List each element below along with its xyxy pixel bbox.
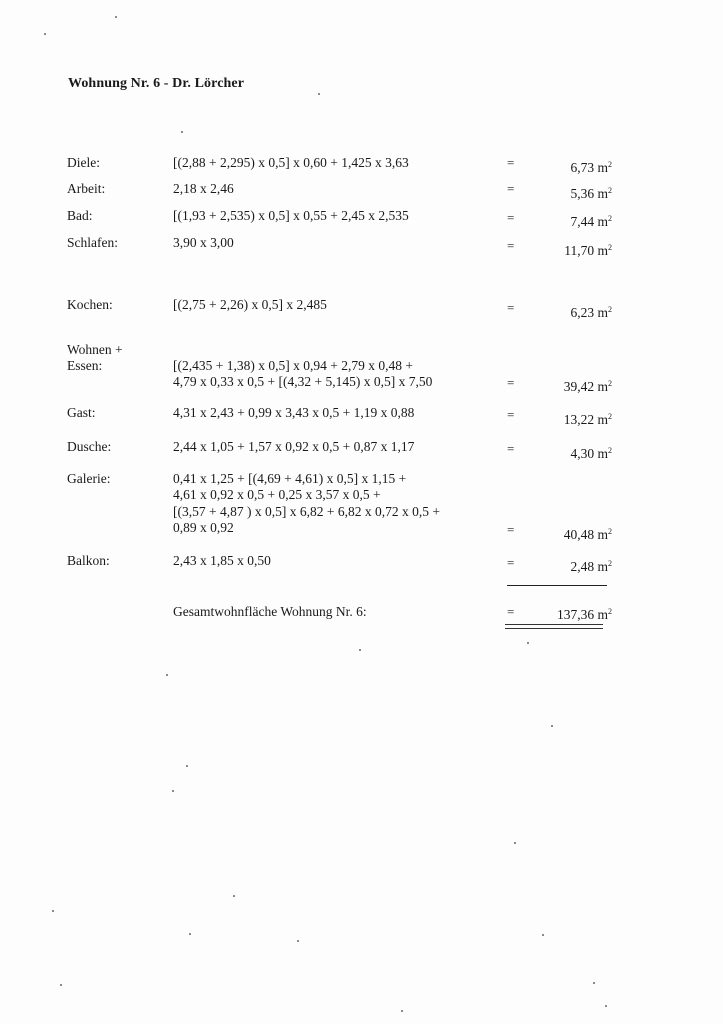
formula-line: 2,44 x 1,05 + 1,57 x 0,92 x 0,5 + 0,87 x 1,17 <box>173 439 415 454</box>
total-unit: m <box>597 607 608 622</box>
page-title: Wohnung Nr. 6 - Dr. Lörcher <box>68 76 245 91</box>
equals-sign: = <box>507 555 515 570</box>
area-unit: m <box>597 305 608 320</box>
formula-line: 2,18 x 2,46 <box>173 181 234 196</box>
scan-speck <box>593 982 595 984</box>
scan-speck <box>44 33 46 35</box>
area-value: 6,23 <box>570 305 595 320</box>
area-value: 4,30 <box>570 446 595 461</box>
area-unit-exponent: 2 <box>608 379 612 388</box>
room-label: Balkon: <box>67 553 110 568</box>
area-result <box>564 524 612 543</box>
formula-line: 4,61 x 0,92 x 0,5 + 0,25 x 3,57 x 0,5 + <box>173 487 381 503</box>
area-result <box>564 409 612 428</box>
area-result <box>570 443 612 462</box>
area-value: 5,36 <box>570 186 595 201</box>
formula-line: 0,89 x 0,92 <box>173 519 234 535</box>
area-formula <box>173 155 409 171</box>
area-unit-exponent: 2 <box>608 412 612 421</box>
area-result <box>570 211 612 230</box>
formula-line: 4,79 x 0,33 x 0,5 + [(4,32 + 5,145) x 0,5] x 7,50 <box>173 373 433 389</box>
area-unit-exponent: 2 <box>608 305 612 314</box>
area-value: 6,73 <box>570 160 595 175</box>
equals-sign: = <box>507 522 515 537</box>
area-result <box>564 240 612 259</box>
area-unit-exponent: 2 <box>608 214 612 223</box>
room-label: Kochen: <box>67 297 113 312</box>
area-unit: m <box>597 186 608 201</box>
area-unit: m <box>597 214 608 229</box>
area-value: 40,48 <box>563 527 595 542</box>
formula-line: [(2,88 + 2,295) x 0,5] x 0,60 + 1,425 x 3,63 <box>173 155 409 170</box>
area-value: 11,70 <box>564 243 595 258</box>
area-formula <box>173 358 432 389</box>
area-formula <box>173 405 414 421</box>
total-double-rule <box>505 624 603 629</box>
room-label: Gast: <box>67 405 96 420</box>
area-unit-exponent: 2 <box>608 243 612 252</box>
formula-line: 4,31 x 2,43 + 0,99 x 3,43 x 0,5 + 1,19 x 0,88 <box>173 405 415 420</box>
room-label: Arbeit: <box>67 181 106 196</box>
equals-sign: = <box>507 441 515 456</box>
total-unit-exponent: 2 <box>608 607 612 616</box>
scan-speck <box>52 910 54 912</box>
scan-speck <box>233 895 235 897</box>
scan-speck <box>551 725 553 727</box>
area-unit-exponent: 2 <box>608 186 612 195</box>
room-label: Galerie: <box>67 471 111 486</box>
equals-sign: = <box>507 155 515 170</box>
formula-line: 2,43 x 1,85 x 0,50 <box>173 553 271 568</box>
scan-speck <box>514 842 516 844</box>
area-value: 2,48 <box>570 559 595 574</box>
area-value: 7,44 <box>570 214 595 229</box>
area-unit-exponent: 2 <box>608 160 612 169</box>
scan-speck <box>359 649 361 651</box>
area-unit-exponent: 2 <box>608 446 612 455</box>
total-value: 137,36 <box>556 607 595 622</box>
scan-speck <box>401 1010 403 1012</box>
equals-sign: = <box>507 375 515 390</box>
scan-speck <box>318 93 320 95</box>
area-formula <box>173 553 271 569</box>
formula-line: 3,90 x 3,00 <box>173 235 234 250</box>
area-result <box>570 183 612 202</box>
scan-speck <box>181 131 183 133</box>
area-formula <box>173 471 440 536</box>
formula-line: [(2,75 + 2,26) x 0,5] x 2,485 <box>173 297 327 312</box>
area-formula <box>173 235 234 251</box>
equals-sign: = <box>507 407 515 422</box>
scan-speck <box>189 933 191 935</box>
area-formula <box>173 439 414 455</box>
area-unit: m <box>597 379 608 394</box>
total-label: Gesamtwohnfläche Wohnung Nr. 6: <box>173 604 367 619</box>
equals-sign: = <box>507 300 515 315</box>
equals-sign: = <box>507 181 515 196</box>
area-unit-exponent: 2 <box>608 527 612 536</box>
scan-speck <box>297 940 299 942</box>
formula-line: 0,41 x 1,25 + [(4,69 + 4,61) x 0,5] x 1,15 + <box>173 471 407 486</box>
equals-sign: = <box>507 238 515 253</box>
area-value: 39,42 <box>563 379 595 394</box>
equals-sign: = <box>507 604 515 619</box>
scan-speck <box>186 765 188 767</box>
area-unit: m <box>597 527 608 542</box>
scan-speck <box>115 16 117 18</box>
area-result <box>570 556 612 575</box>
area-value: 13,22 <box>563 412 595 427</box>
area-unit: m <box>597 243 608 258</box>
scan-speck <box>60 984 62 986</box>
area-result <box>570 302 612 321</box>
area-unit: m <box>597 559 608 574</box>
scan-speck <box>605 1005 607 1007</box>
room-label: Wohnen + Essen: <box>67 342 123 373</box>
formula-line: [(3,57 + 4,87 ) x 0,5] x 6,82 + 6,82 x 0,72 x 0,5 + <box>173 503 440 519</box>
scan-speck <box>527 642 529 644</box>
area-result <box>564 376 612 395</box>
area-result <box>570 157 612 176</box>
area-formula <box>173 297 327 313</box>
area-formula <box>173 208 409 224</box>
formula-line: [(2,435 + 1,38) x 0,5] x 0,94 + 2,79 x 0,48 + <box>173 358 413 373</box>
subtotal-rule <box>507 585 607 586</box>
room-label: Dusche: <box>67 439 112 454</box>
area-unit-exponent: 2 <box>608 559 612 568</box>
total-result <box>557 604 612 623</box>
area-unit: m <box>597 160 608 175</box>
area-formula <box>173 181 234 197</box>
equals-sign: = <box>507 210 515 225</box>
scan-speck <box>172 790 174 792</box>
scan-speck <box>542 934 544 936</box>
room-label: Diele: <box>67 155 100 170</box>
scan-speck <box>166 674 168 676</box>
room-label: Schlafen: <box>67 235 118 250</box>
area-unit: m <box>597 446 608 461</box>
room-label: Bad: <box>67 208 93 223</box>
area-unit: m <box>597 412 608 427</box>
formula-line: [(1,93 + 2,535) x 0,5] x 0,55 + 2,45 x 2,535 <box>173 208 409 223</box>
